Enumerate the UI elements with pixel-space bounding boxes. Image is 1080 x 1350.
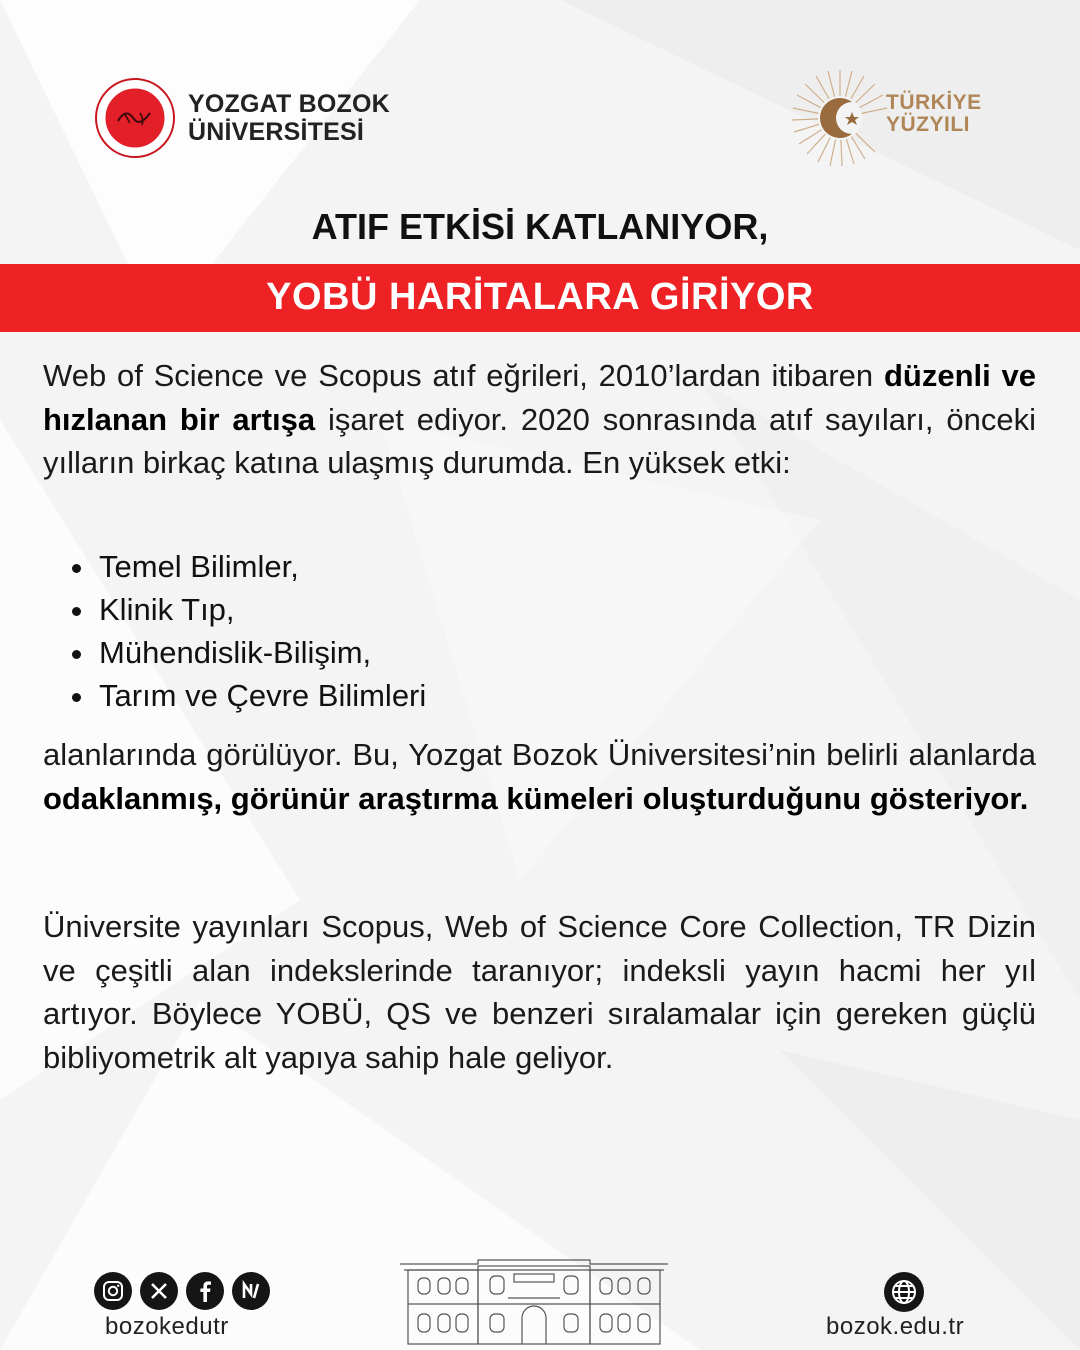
list-item: Mühendislik-Bilişim, — [62, 631, 426, 674]
website-link[interactable]: bozok.edu.tr — [826, 1313, 965, 1340]
subheadline: YOBÜ HARİTALARA GİRİYOR — [266, 276, 814, 318]
social-icons — [94, 1272, 270, 1310]
turkiye-yuzyili-logo — [790, 68, 1010, 168]
university-seal-icon — [94, 77, 176, 159]
conclusion-bold-2: oluşturduğunu gösteriyor. — [642, 780, 1029, 816]
university-name-line2: ÜNİVERSİTESİ — [188, 117, 365, 146]
intro-text-a: Web of Science ve Scopus atıf eğrileri, 2010’lardan itibaren — [43, 358, 874, 393]
intro-paragraph — [43, 354, 1036, 485]
globe-icon[interactable] — [884, 1272, 924, 1312]
list-item: Klinik Tıp, — [62, 588, 426, 631]
instagram-icon[interactable] — [94, 1272, 132, 1310]
intro-bold: düzenli ve hızlanan bir artışa — [43, 358, 1036, 437]
conclusion-paragraph — [43, 733, 1036, 820]
social-handle[interactable]: bozokedutr — [105, 1313, 229, 1340]
indexing-paragraph: Üniversite yayınları Scopus, Web of Science Core Collection, TR Dizin ve çeşitli alan indekslerinde taranıyor; indeksli yayın hacmi her yıl artıyor. Böylece YOBÜ, QS ve benzeri sıralamalar için gereken güçlü bibliyometrik alt yapıya sahip hale geliyor. — [43, 909, 1036, 1075]
intro-text-b: işaret ediyor. 2020 sonrasında atıf sayıları, önceki yılların birkaç katına ulaşmış durumda. En yüksek etki: — [43, 401, 1036, 480]
sun-crescent-icon — [790, 68, 890, 168]
facebook-icon[interactable] — [186, 1272, 224, 1310]
campus-building-icon — [398, 1258, 670, 1348]
headline: ATIF ETKİSİ KATLANIYOR, — [311, 206, 769, 247]
list-item: Temel Bilimler, — [62, 545, 426, 588]
list-item: Tarım ve Çevre Bilimleri — [62, 674, 426, 717]
fields-list — [62, 545, 426, 717]
conclusion-bold-1: odaklanmış, görünür araştırma kümeleri — [43, 780, 634, 816]
university-logo — [94, 75, 394, 160]
x-icon[interactable] — [140, 1272, 178, 1310]
century-logo-line1: TÜRKİYE — [886, 91, 982, 114]
century-logo-line2: YÜZYILI — [886, 113, 971, 136]
university-name-line1: YOZGAT BOZOK — [188, 89, 390, 118]
nsosyal-icon[interactable] — [232, 1272, 270, 1310]
conclusion-text: alanlarında görülüyor. Bu, Yozgat Bozok Üniversitesi’nin belirli alanlarda — [43, 737, 1036, 772]
